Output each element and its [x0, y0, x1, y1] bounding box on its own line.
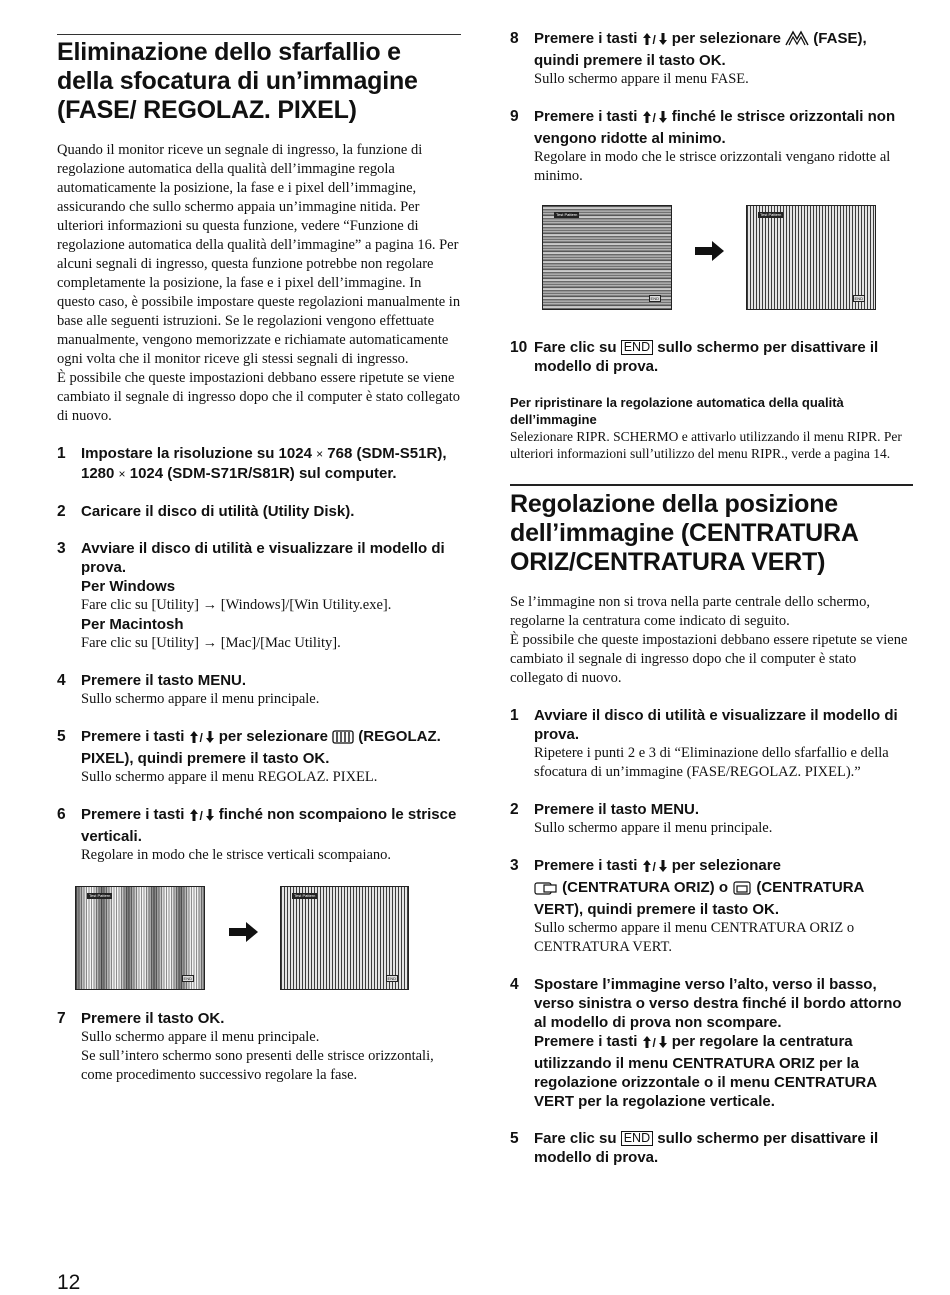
step-text: finché le strisce orizzontali non vengono ridotte al minimo. — [534, 108, 896, 147]
step-text: Premere i tasti — [534, 30, 638, 47]
step-text: (REGOLAZ. PIXEL), quindi premere il tasto OK. — [81, 728, 441, 767]
end-button-label: END — [854, 296, 863, 301]
step-heading: Avviare il disco di utilità e visualizzare il modello di prova. — [534, 707, 898, 743]
right-column — [510, 0, 913, 1167]
step-8 — [510, 29, 913, 89]
step-2 — [57, 502, 461, 521]
center-step-5 — [510, 1129, 913, 1167]
end-button-label: END — [387, 976, 396, 981]
step-text: finché non scompaiono le strisce verticali. — [81, 806, 457, 845]
step-text: (FASE), quindi premere il tasto OK. — [534, 30, 867, 69]
step-body: Regolare in modo che le strisce verticali scompaiano. — [81, 847, 392, 863]
step-number: 2 — [510, 801, 519, 818]
restore-body: Selezionare RIPR. SCHERMO e attivarlo utilizzando il menu RIPR. Per ulteriori informazioni sull’utilizzo del menu RIPR., verde a pagina 14. — [510, 429, 902, 461]
step-number: 4 — [510, 976, 519, 993]
h-center-icon — [534, 881, 558, 900]
left-column — [57, 0, 461, 1085]
step-text: Premere i tasti — [534, 857, 638, 874]
test-pattern-before — [542, 205, 672, 310]
step-text: (CENTRATURA ORIZ) o — [562, 879, 728, 896]
step-body: Sullo schermo appare il menu principale. — [81, 691, 320, 707]
step-text: 1280 — [81, 465, 115, 482]
step-body: Sullo schermo appare il menu principale. — [534, 820, 773, 836]
right-arrow-icon — [695, 240, 725, 262]
step-body: Se sull’intero schermo sono presenti delle strisce orizzontali, come procedimento successivo regolare la fase. — [81, 1048, 434, 1083]
step-text: Premere i tasti — [81, 728, 185, 745]
step-number: 3 — [510, 857, 519, 874]
svg-text:/: / — [652, 860, 656, 873]
step-4 — [57, 671, 461, 709]
step-heading: Caricare il disco di utilità (Utility Disk). — [81, 503, 355, 520]
step-number: 4 — [57, 672, 66, 689]
up-down-arrows-icon — [642, 32, 668, 51]
step-number: 2 — [57, 503, 66, 520]
end-button-label: END — [650, 296, 659, 301]
v-center-icon — [732, 881, 752, 900]
step-heading: Spostare l’immagine verso l’alto, verso il basso, verso sinistra o verso destra finché il bordo attorno al modello di prova non scompare. — [534, 976, 902, 1031]
step-body: Sullo schermo appare il menu principale. — [81, 1029, 320, 1045]
intro-paragraph: Quando il monitor riceve un segnale di ingresso, la funzione di regolazione automatica della qualità dell’immagine regola automaticamente la posizione, la fase e i pixel dell’immagine, assicurando che sullo schermo appaia un’immagine nitida. Per ulteriori informazioni su questa funzione, vedere “Funzione di regolazione automatica della qualità dell’immagine” a pagina 16. Per alcuni segnali di ingresso, questa funzione potrebbe non regolare completamente la posizione, la fase e i pixel dell’immagine. In questo caso, è possibile impostare queste regolazioni manualmente in base alle seguenti istruzioni. Se le regolazioni vengono effettuate manualmente, vengono memorizzate e richiamate automaticamente ogni volta che il monitor riceve gli stessi segnali di ingresso. — [57, 142, 461, 367]
phase-icon — [785, 30, 809, 51]
svg-text:/: / — [199, 731, 203, 744]
step-body: Regolare in modo che le strisce orizzontali vengano ridotte al minimo. — [534, 149, 891, 184]
step-7 — [57, 1009, 461, 1085]
svg-text:/: / — [652, 1036, 656, 1049]
svg-text:/: / — [652, 111, 656, 124]
macintosh-heading: Per Macintosh — [81, 616, 184, 633]
svg-text:/: / — [199, 809, 203, 822]
test-pattern-label: Test Pattern — [760, 212, 782, 217]
step-number: 5 — [57, 728, 66, 745]
windows-heading: Per Windows — [81, 578, 176, 595]
section-rule — [510, 484, 913, 486]
times-symbol: × — [118, 467, 126, 481]
step-number: 10 — [510, 339, 528, 356]
step-number: 8 — [510, 30, 519, 47]
section-title: Eliminazione dello sfarfallio e della sfocatura di un’immagine (FASE/ REGOLAZ. PIXEL) — [57, 38, 418, 124]
up-down-arrows-icon — [189, 730, 215, 749]
step-text: Premere i tasti — [534, 1033, 638, 1050]
step-text: 1024 (SDM-S71R/S81R) sul computer. — [129, 465, 397, 482]
times-symbol: × — [316, 447, 324, 461]
step-number: 3 — [57, 540, 66, 557]
step-5 — [57, 727, 461, 787]
step-text: Impostare la risoluzione su 1024 — [81, 445, 312, 462]
step-text: per regolare la centratura utilizzando il menu CENTRATURA ORIZ per la regolazione orizzontale o il menu CENTRATURA VERT per la regolazione verticale. — [534, 1033, 877, 1110]
page-number: 12 — [57, 1271, 81, 1294]
step-body: Sullo schermo appare il menu CENTRATURA ORIZ o CENTRATURA VERT. — [534, 920, 855, 955]
step-text: 768 (SDM-S51R), — [327, 445, 447, 462]
test-pattern-after — [746, 205, 876, 310]
step-number: 7 — [57, 1010, 66, 1027]
step-number: 1 — [510, 707, 519, 724]
step-number: 1 — [57, 445, 66, 462]
horizontal-stripes-figure — [510, 200, 913, 316]
test-pattern-before — [75, 886, 205, 990]
step-heading: Premere il tasto MENU. — [81, 672, 247, 689]
step-1 — [57, 444, 461, 484]
step-body: Sullo schermo appare il menu FASE. — [534, 71, 749, 87]
step-3 — [57, 539, 461, 653]
step-heading: Avviare il disco di utilità e visualizzare il modello di prova. — [81, 540, 445, 576]
right-arrow-icon: → — [202, 597, 218, 613]
step-text: per selezionare — [671, 30, 781, 47]
step-text: Fare clic su — [534, 339, 617, 356]
section-rule — [57, 34, 461, 35]
intro-note: È possibile che queste impostazioni debbano essere ripetute se viene cambiato il segnale di ingresso dopo che il computer è stato collegato di nuovo. — [510, 632, 908, 686]
end-key: END — [621, 1131, 653, 1146]
macintosh-instruction: Fare clic su [Utility] → [Mac]/[Mac Utility]. — [81, 635, 341, 651]
end-button-label: END — [183, 976, 192, 981]
step-body: Sullo schermo appare il menu REGOLAZ. PIXEL. — [81, 769, 378, 785]
step-heading: Premere il tasto OK. — [81, 1010, 225, 1027]
test-pattern-label: Test Pattern — [556, 212, 578, 217]
test-pattern-label: Test Pattern — [294, 893, 316, 898]
step-number: 5 — [510, 1130, 519, 1147]
up-down-arrows-icon — [189, 808, 215, 827]
step-10 — [510, 338, 913, 376]
restore-heading: Per ripristinare la regolazione automatica della qualità dell’immagine — [510, 395, 844, 427]
step-body: Ripetere i punti 2 e 3 di “Eliminazione dello sfarfallio e della sfocatura di un’immagine (FASE/REGOLAZ. PIXEL).” — [534, 745, 889, 780]
step-text: per selezionare — [671, 857, 781, 874]
step-number: 9 — [510, 108, 519, 125]
step-text: per selezionare — [218, 728, 328, 745]
end-key: END — [621, 340, 653, 355]
step-text: (CENTRATURA VERT), quindi premere il tasto OK. — [534, 879, 864, 918]
test-pattern-label: Test Pattern — [89, 893, 111, 898]
center-step-1 — [510, 706, 913, 782]
up-down-arrows-icon — [642, 859, 668, 878]
right-arrow-icon — [229, 921, 259, 943]
step-text: Fare clic su — [534, 1130, 617, 1147]
center-step-3 — [510, 856, 913, 957]
step-text: Premere i tasti — [81, 806, 185, 823]
right-arrow-icon: → — [202, 635, 218, 651]
center-step-4 — [510, 975, 913, 1111]
center-step-2 — [510, 800, 913, 838]
pixel-adjust-icon — [332, 730, 354, 749]
step-text: sullo schermo per disattivare il modello di prova. — [534, 339, 879, 375]
up-down-arrows-icon — [642, 110, 668, 129]
up-down-arrows-icon — [642, 1035, 668, 1054]
test-pattern-after — [280, 886, 409, 990]
vertical-stripes-figure — [57, 881, 461, 997]
svg-text:/: / — [652, 33, 656, 46]
step-6 — [57, 805, 461, 865]
windows-instruction: Fare clic su [Utility] → [Windows]/[Win Utility.exe]. — [81, 597, 392, 613]
step-text: sullo schermo per disattivare il modello di prova. — [534, 1130, 879, 1166]
step-9 — [510, 107, 913, 186]
step-heading: Premere il tasto MENU. — [534, 801, 700, 818]
step-number: 6 — [57, 806, 66, 823]
intro-paragraph: Se l’immagine non si trova nella parte centrale dello schermo, regolarne la centratura come indicato di seguito. — [510, 594, 870, 629]
step-text: Premere i tasti — [534, 108, 638, 125]
section-title: Regolazione della posizione dell’immagine (CENTRATURA ORIZ/CENTRATURA VERT) — [510, 490, 858, 576]
restore-auto-adjust — [510, 394, 913, 462]
intro-note: È possibile che queste impostazioni debbano essere ripetute se viene cambiato il segnale di ingresso dopo che il computer è stato collegato di nuovo. — [57, 370, 461, 424]
